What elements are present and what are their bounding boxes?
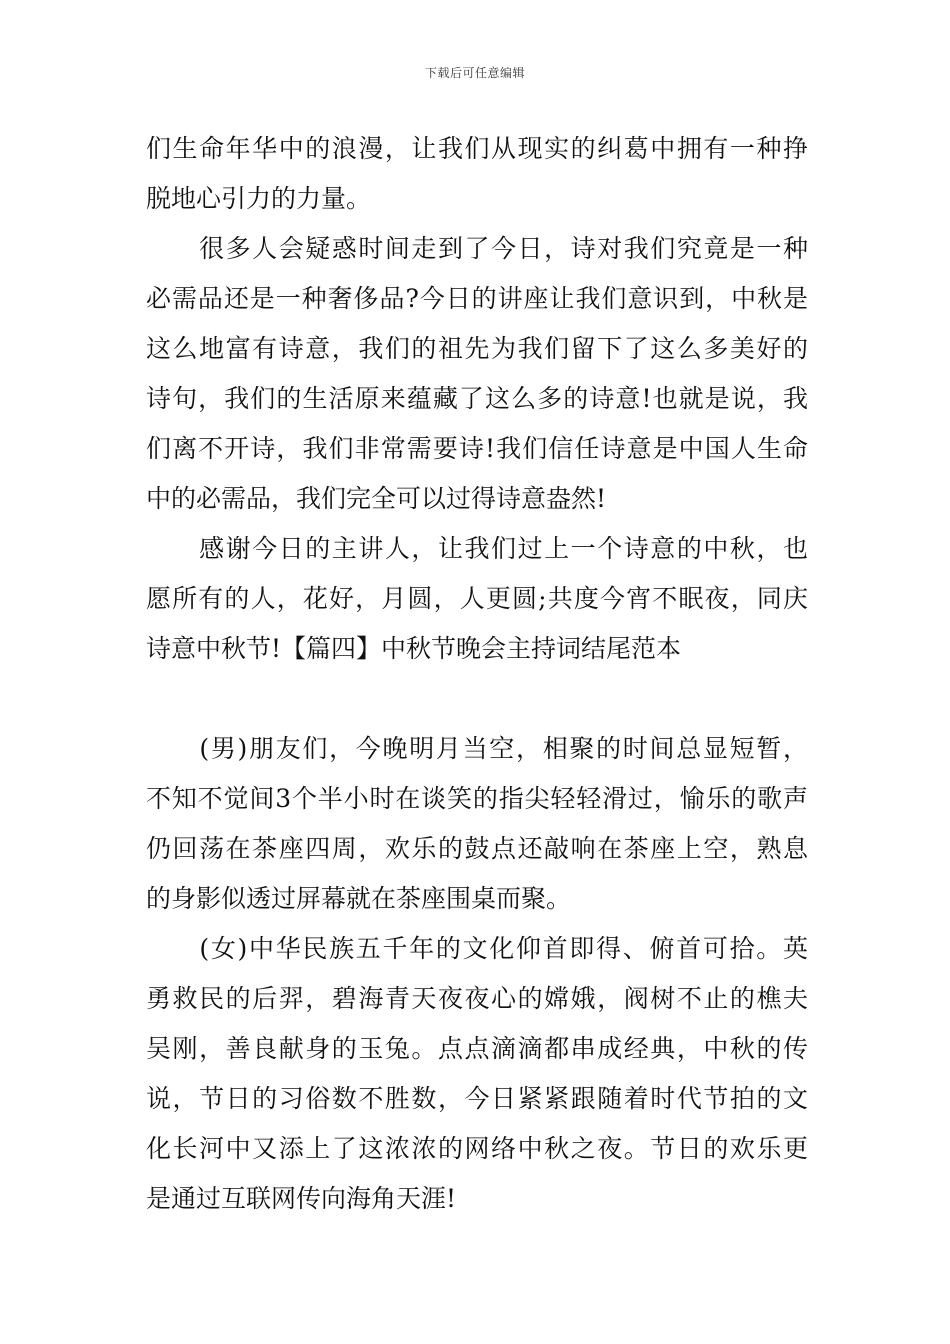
text-line: 很多人会疑惑时间走到了今日，诗对我们究竟是一种 xyxy=(146,234,808,263)
text-line: 是通过互联网传向海角天涯! xyxy=(146,1184,457,1213)
text-line: 不知不觉间3个半小时在谈笑的指尖轻轻滑过，愉乐的歌声 xyxy=(146,784,808,813)
text-line: (男)朋友们，今晚明月当空，相聚的时间总显短暂， xyxy=(146,734,808,763)
text-line: 勇救民的后羿，碧海青天夜夜心的嫦娥，阀树不止的樵夫 xyxy=(146,984,808,1013)
document-body xyxy=(146,124,808,1224)
text-line: 仍回荡在茶座四周，欢乐的鼓点还敲响在茶座上空，熟息 xyxy=(146,834,808,863)
text-line: 们离不开诗，我们非常需要诗!我们信任诗意是中国人生命 xyxy=(146,434,808,463)
text-line: 必需品还是一种奢侈品?今日的讲座让我们意识到，中秋是 xyxy=(146,284,808,313)
text-line: 们生命年华中的浪漫，让我们从现实的纠葛中拥有一种挣 xyxy=(146,134,808,163)
text-line: 脱地心引力的力量。 xyxy=(146,184,372,213)
text-line: (女)中华民族五千年的文化仰首即得、俯首可拾。英 xyxy=(146,934,808,963)
paragraph-gap xyxy=(146,674,808,724)
text-line: 化长河中又添上了这浓浓的网络中秋之夜。节日的欢乐更 xyxy=(146,1134,808,1163)
text-line: 说，节日的习俗数不胜数，今日紧紧跟随着时代节拍的文 xyxy=(146,1084,808,1113)
text-line: 愿所有的人，花好，月圆，人更圆;共度今宵不眠夜，同庆 xyxy=(146,584,808,613)
text-line: 诗意中秋节!【篇四】中秋节晚会主持词结尾范本 xyxy=(146,634,682,663)
text-line: 这么地富有诗意，我们的祖先为我们留下了这么多美好的 xyxy=(146,334,808,363)
text-line: 吴刚，善良献身的玉兔。点点滴滴都串成经典，中秋的传 xyxy=(146,1034,808,1063)
text-line: 诗句，我们的生活原来蕴藏了这么多的诗意!也就是说，我 xyxy=(146,384,808,413)
text-line: 中的必需品，我们完全可以过得诗意盎然! xyxy=(146,484,607,513)
text-line: 的身影似透过屏幕就在茶座围桌而聚。 xyxy=(146,884,572,913)
text-line: 感谢今日的主讲人，让我们过上一个诗意的中秋，也 xyxy=(146,534,808,563)
page-header: 下载后可任意编辑 xyxy=(424,66,525,80)
